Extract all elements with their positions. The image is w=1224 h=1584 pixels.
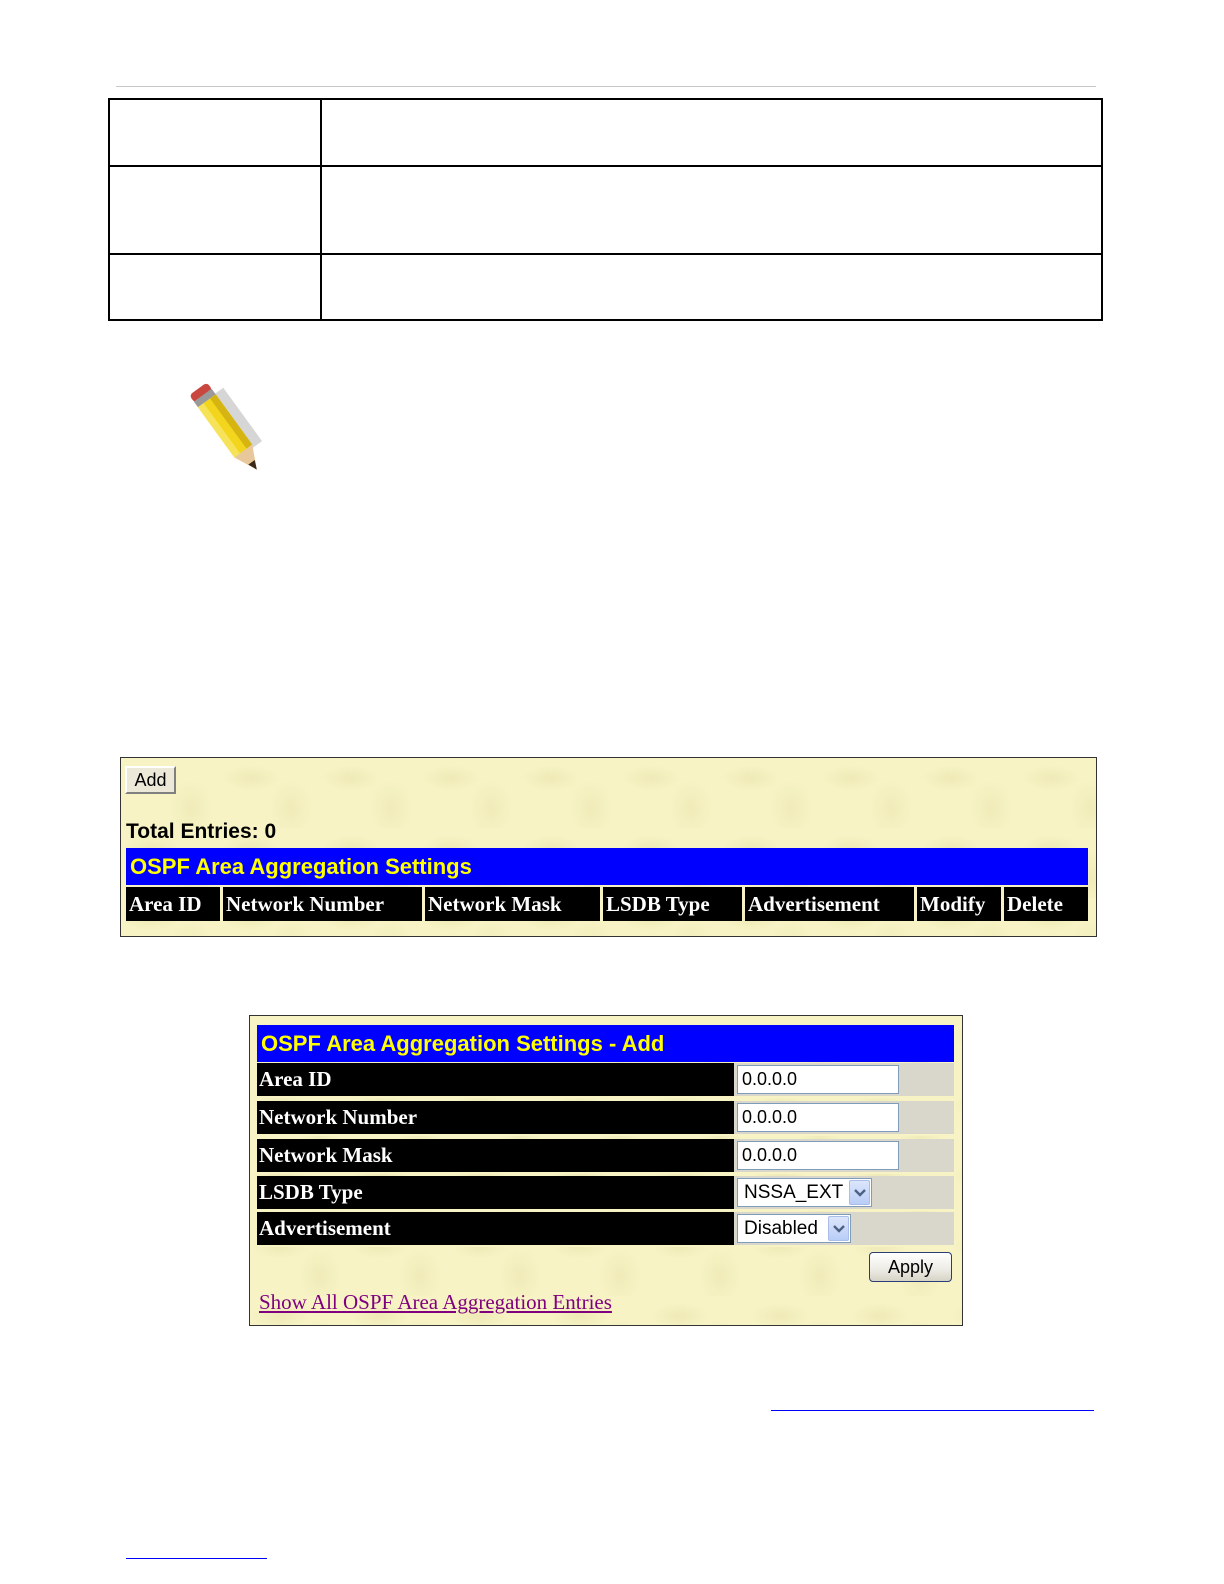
area-id-label: Area ID [257,1063,734,1098]
column-header-lsdb-type: LSDB Type [603,887,742,921]
parameter-table [108,98,1103,321]
advertisement-selected-value: Disabled [744,1217,818,1239]
area-aggregation-add-panel [249,1015,963,1326]
area-aggregation-list-panel [120,757,1097,937]
column-header-network-number: Network Number [223,887,422,921]
list-title-bar: OSPF Area Aggregation Settings [126,848,1088,885]
add-button[interactable]: Add [125,766,176,794]
page-header-rule [116,86,1096,87]
parameter-row [109,166,1102,254]
link-underline-rule [771,1410,1094,1411]
lsdb-type-label: LSDB Type [257,1176,734,1211]
column-header-advertisement: Advertisement [745,887,914,921]
parameter-description [321,254,1102,320]
parameter-name [109,166,321,254]
network-mask-input[interactable]: 0.0.0.0 [737,1141,899,1170]
apply-button[interactable]: Apply [869,1252,952,1282]
column-header-area-id: Area ID [126,887,220,921]
network-number-input[interactable]: 0.0.0.0 [737,1103,899,1132]
column-header-network-mask: Network Mask [425,887,600,921]
parameter-row [109,254,1102,320]
network-mask-label: Network Mask [257,1139,734,1174]
column-header-modify: Modify [917,887,1001,921]
form-row-lsdb-type [257,1176,954,1211]
parameter-description [321,166,1102,254]
advertisement-select[interactable] [737,1214,851,1243]
column-header-delete: Delete [1004,887,1088,921]
form-row-network-number [257,1101,954,1136]
list-header-row [126,887,1088,921]
parameter-name [109,99,321,166]
total-entries: Total Entries: 0 [126,820,277,843]
footer-link-rule [126,1558,267,1559]
show-all-entries-link[interactable]: Show All OSPF Area Aggregation Entries [259,1290,612,1314]
area-id-input[interactable]: 0.0.0.0 [737,1065,899,1094]
form-row-advertisement [257,1212,954,1247]
pencil-icon [180,372,280,490]
lsdb-type-selected-value: NSSA_EXT [744,1181,844,1203]
chevron-down-icon[interactable] [828,1216,849,1241]
network-number-label: Network Number [257,1101,734,1136]
parameter-description [321,99,1102,166]
form-row-network-mask [257,1139,954,1174]
advertisement-label: Advertisement [257,1212,734,1247]
add-title-bar: OSPF Area Aggregation Settings - Add [257,1025,954,1062]
lsdb-type-select[interactable] [737,1178,872,1207]
parameter-row [109,99,1102,166]
form-row-area-id [257,1063,954,1098]
parameter-name [109,254,321,320]
chevron-down-icon[interactable] [849,1180,870,1205]
